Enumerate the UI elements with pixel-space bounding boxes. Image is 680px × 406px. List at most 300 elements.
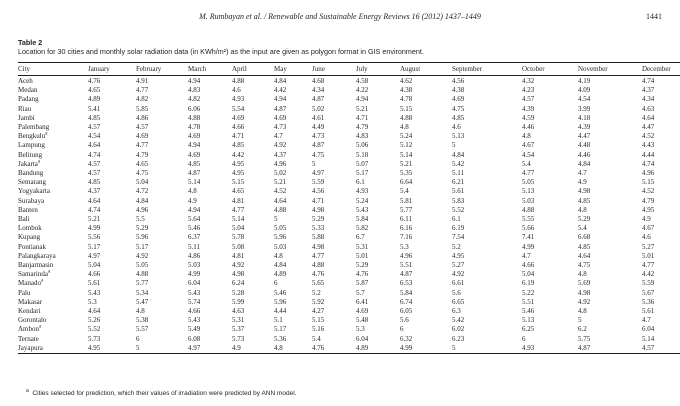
city-cell <box>18 224 88 233</box>
city-cell <box>18 270 88 279</box>
table-body <box>18 76 680 354</box>
column-header: July <box>356 63 400 76</box>
column-header: January <box>88 63 136 76</box>
city-cell <box>18 233 88 242</box>
table-row <box>18 132 680 141</box>
value-cell: 4.98 <box>578 288 591 297</box>
value-cell: 4.7 <box>642 316 651 325</box>
column-header: November <box>578 63 642 76</box>
value-cell: 6.04 <box>356 334 369 343</box>
value-cell: 4.87 <box>188 169 201 178</box>
value-cell: 4.84 <box>274 261 287 270</box>
value-cell: 6.64 <box>400 178 413 187</box>
value-cell: 4.74 <box>88 150 101 159</box>
value-cell: 5.12 <box>400 141 413 150</box>
footnote-mark: a <box>26 387 29 394</box>
value-cell: 6.02 <box>452 325 465 334</box>
city-name: Lampung <box>18 141 45 150</box>
value-cell: 4.38 <box>400 86 413 95</box>
value-cell: 4.94 <box>188 77 201 85</box>
value-cell: 6.1 <box>452 215 461 224</box>
city-cell <box>18 123 88 132</box>
value-cell: 6.04 <box>642 325 655 334</box>
value-cell: 5.36 <box>642 297 655 306</box>
value-cell: 5.75 <box>578 334 591 343</box>
table-row <box>18 316 680 325</box>
value-cell: 5.38 <box>136 316 149 325</box>
city-name: Bali <box>18 215 30 224</box>
value-cell: 5.21 <box>274 178 287 187</box>
value-cell: 4.75 <box>312 150 325 159</box>
value-cell: 4.72 <box>136 187 149 196</box>
value-cell: 5.17 <box>88 242 101 251</box>
value-cell: 6.68 <box>578 233 591 242</box>
value-cell: 4.23 <box>522 86 535 95</box>
value-cell: 4.59 <box>522 113 535 122</box>
value-cell: 5.15 <box>232 178 245 187</box>
city-cell <box>18 335 88 344</box>
value-cell: 4.76 <box>356 270 369 279</box>
value-cell: 4.87 <box>312 95 325 104</box>
value-cell: 4.92 <box>136 251 149 260</box>
value-cell: 4.95 <box>232 159 245 168</box>
value-cell: 5.43 <box>188 316 201 325</box>
value-cell: 4.74 <box>642 77 655 85</box>
value-cell: 6 <box>136 334 140 343</box>
value-cell: 5.24 <box>356 196 369 205</box>
value-cell: 5.43 <box>88 288 101 297</box>
value-cell: 5.88 <box>312 233 325 242</box>
value-cell: 5.83 <box>452 196 465 205</box>
city-name: Lombok <box>18 224 42 233</box>
value-cell: 6.1 <box>356 178 365 187</box>
value-cell: 4.7 <box>522 251 531 260</box>
city-name: Kupang <box>18 233 41 242</box>
value-cell: 4.76 <box>312 344 356 354</box>
value-cell: 4.95 <box>642 205 655 214</box>
value-cell: 4.39 <box>578 123 591 132</box>
value-cell: 4.88 <box>312 261 325 270</box>
value-cell: 5.26 <box>88 316 101 325</box>
value-cell: 4.62 <box>400 77 413 85</box>
city-name: Padang <box>18 95 39 104</box>
city-name: Riau <box>18 104 32 113</box>
value-cell: 5.48 <box>356 316 369 325</box>
column-header: June <box>312 63 356 76</box>
value-cell: 5.33 <box>312 224 325 233</box>
value-cell: 4.57 <box>642 344 680 354</box>
value-cell: 4.95 <box>88 344 136 354</box>
value-cell: 4.84 <box>136 196 149 205</box>
value-cell: 4.7 <box>578 169 587 178</box>
value-cell: 4.78 <box>188 123 201 132</box>
value-cell: 5.3 <box>88 297 97 306</box>
footnote-mark: a <box>47 270 51 275</box>
value-cell: 5 <box>452 141 456 150</box>
value-cell: 4.92 <box>452 270 465 279</box>
value-cell: 5.21 <box>88 215 101 224</box>
footnote-mark: a <box>40 279 44 285</box>
value-cell: 4.71 <box>232 132 245 141</box>
value-cell: 4.18 <box>578 113 591 122</box>
city-cell <box>18 197 88 206</box>
value-cell: 5.18 <box>356 150 369 159</box>
value-cell: 7.41 <box>522 233 535 242</box>
value-cell: 4.93 <box>232 95 245 104</box>
value-cell: 5.4 <box>578 224 587 233</box>
value-cell: 4.58 <box>356 77 369 85</box>
value-cell: 4.85 <box>578 242 591 251</box>
value-cell: 5.67 <box>642 288 655 297</box>
value-cell: 4.54 <box>88 132 101 141</box>
value-cell: 4.44 <box>642 150 655 159</box>
value-cell: 5.4 <box>312 334 321 343</box>
city-cell <box>18 105 88 114</box>
value-cell: 4.37 <box>274 150 287 159</box>
value-cell: 5.22 <box>522 288 535 297</box>
city-cell <box>18 187 88 196</box>
value-cell: 4.77 <box>522 169 535 178</box>
value-cell: 5.4 <box>400 187 409 196</box>
value-cell: 4.73 <box>312 132 325 141</box>
value-cell: 4.79 <box>136 150 149 159</box>
value-cell: 4.79 <box>356 123 369 132</box>
value-cell: 4.69 <box>188 150 201 159</box>
value-cell: 4.84 <box>578 159 591 168</box>
table-row <box>18 206 680 215</box>
value-cell: 6.25 <box>522 325 535 334</box>
table-row <box>18 169 680 178</box>
column-header: May <box>274 63 312 76</box>
value-cell: 4.77 <box>312 251 325 260</box>
value-cell: 5.55 <box>522 215 535 224</box>
value-cell: 6.04 <box>188 279 201 288</box>
value-cell: 5.04 <box>232 224 245 233</box>
value-cell: 4.42 <box>274 86 287 95</box>
value-cell: 5.08 <box>232 242 245 251</box>
value-cell: 4.09 <box>578 86 591 95</box>
column-header: February <box>136 63 188 76</box>
value-cell: 4.76 <box>88 77 101 85</box>
value-cell: 4.8 <box>136 307 145 316</box>
value-cell: 5.92 <box>312 297 325 306</box>
value-cell: 4.99 <box>522 242 535 251</box>
city-cell <box>18 114 88 123</box>
table-row <box>18 76 680 87</box>
value-cell: 4.85 <box>188 159 201 168</box>
city-cell <box>18 325 88 334</box>
table-caption-text: Location for 30 cities and monthly solar radiation data (in KWh/m²) as the input are given as polygon format in GIS environment. <box>18 47 424 56</box>
table-row <box>18 187 680 196</box>
value-cell: 5.01 <box>356 251 369 260</box>
column-header: September <box>452 63 522 76</box>
table-row <box>18 307 680 316</box>
value-cell: 4.87 <box>578 344 642 354</box>
footnote-mark: a <box>45 132 48 137</box>
solar-radiation-table <box>18 62 680 354</box>
city-name: Samarinda <box>18 270 48 279</box>
city-cell <box>18 279 88 288</box>
value-cell: 4.88 <box>232 77 245 85</box>
page-number: 1441 <box>646 12 662 21</box>
value-cell: 5.54 <box>232 104 245 113</box>
value-cell: 5.13 <box>452 132 465 141</box>
value-cell: 5.78 <box>232 233 245 242</box>
value-cell: 4.39 <box>522 104 535 113</box>
value-cell: 5.03 <box>274 242 287 251</box>
value-cell: 5.47 <box>136 297 149 306</box>
value-cell: 4.84 <box>274 77 287 85</box>
value-cell: 4.77 <box>642 261 655 270</box>
value-cell: 5.64 <box>188 215 201 224</box>
value-cell: 5.59 <box>642 279 655 288</box>
value-cell: 4.94 <box>356 95 369 104</box>
table-row <box>18 123 680 132</box>
value-cell: 4.32 <box>522 77 535 85</box>
table-label: Table 2 <box>18 38 43 47</box>
city-cell <box>18 316 88 325</box>
city-name: Bandung <box>18 169 44 178</box>
city-name: Bengkulu <box>18 132 46 141</box>
column-header: October <box>522 63 578 76</box>
city-name: Palu <box>18 288 31 297</box>
city-name: Surabaya <box>18 196 45 205</box>
value-cell: 5.61 <box>452 187 465 196</box>
value-cell: 5.15 <box>312 316 325 325</box>
value-cell: 4.82 <box>136 95 149 104</box>
table-row <box>18 279 680 288</box>
city-cell <box>18 169 88 178</box>
value-cell: 5.4 <box>522 159 531 168</box>
value-cell: 5.85 <box>136 104 149 113</box>
value-cell: 4.88 <box>400 113 413 122</box>
city-cell <box>18 289 88 298</box>
value-cell: 4.89 <box>88 95 101 104</box>
value-cell: 4.75 <box>136 169 149 178</box>
value-cell: 6.7 <box>356 233 365 242</box>
value-cell: 6.32 <box>400 334 413 343</box>
column-header: August <box>400 63 452 76</box>
value-cell: 5.07 <box>356 159 369 168</box>
value-cell: 5.61 <box>642 307 655 316</box>
value-cell: 5.13 <box>522 187 535 196</box>
value-cell: 5.29 <box>356 261 369 270</box>
value-cell: 4.8 <box>578 270 587 279</box>
table-row <box>18 160 680 169</box>
value-cell: 5.59 <box>312 178 325 187</box>
city-name: Kendari <box>18 307 41 316</box>
value-cell: 5.14 <box>232 215 245 224</box>
value-cell: 6.24 <box>232 279 245 288</box>
value-cell: 6.19 <box>522 279 535 288</box>
city-cell <box>18 298 88 307</box>
value-cell: 4.83 <box>356 132 369 141</box>
value-cell: 4.94 <box>188 141 201 150</box>
value-cell: 7.54 <box>452 233 465 242</box>
value-cell: 4.6 <box>452 123 461 132</box>
value-cell: 4.71 <box>312 196 325 205</box>
value-cell: 4.74 <box>88 205 101 214</box>
value-cell: 4.48 <box>578 141 591 150</box>
value-cell: 4.52 <box>274 187 287 196</box>
value-cell: 5.06 <box>356 141 369 150</box>
value-cell: 4.69 <box>356 307 369 316</box>
value-cell: 4.54 <box>578 95 591 104</box>
table-row <box>18 114 680 123</box>
city-cell <box>18 151 88 160</box>
value-cell: 4.57 <box>88 123 101 132</box>
value-cell: 4.99 <box>400 344 452 354</box>
value-cell: 4.65 <box>136 159 149 168</box>
value-cell: 5.82 <box>356 224 369 233</box>
city-name: Jakarta <box>18 159 38 168</box>
value-cell: 4.67 <box>642 224 655 233</box>
value-cell: 4.77 <box>232 205 245 214</box>
value-cell: 4.74 <box>642 159 655 168</box>
value-cell: 4.19 <box>578 77 591 85</box>
value-cell: 5.14 <box>642 334 655 343</box>
value-cell: 4.34 <box>642 95 655 104</box>
value-cell: 4.87 <box>274 104 287 113</box>
journal-citation: M. Rumbayan et al. / Renewable and Sustainable Energy Reviews 16 (2012) 1437–1449 <box>199 12 481 21</box>
value-cell: 4.43 <box>642 141 655 150</box>
value-cell: 5.51 <box>400 261 413 270</box>
city-name: Jambi <box>18 113 35 122</box>
value-cell: 4.93 <box>356 187 369 196</box>
value-cell: 5.6 <box>452 288 461 297</box>
value-cell: 5.41 <box>88 104 101 113</box>
value-cell: 4.64 <box>274 196 287 205</box>
value-cell: 4.64 <box>578 251 591 260</box>
value-cell: 6.19 <box>452 224 465 233</box>
value-cell: 4.9 <box>232 344 274 354</box>
value-cell: 4.68 <box>312 77 325 85</box>
value-cell: 7.16 <box>400 233 413 242</box>
value-cell: 5.29 <box>578 215 591 224</box>
value-cell: 4.37 <box>88 187 101 196</box>
value-cell: 4.97 <box>188 344 232 354</box>
table-row <box>18 252 680 261</box>
value-cell: 4.63 <box>642 104 655 113</box>
value-cell: 5.03 <box>522 196 535 205</box>
value-cell: 4.8 <box>274 344 312 354</box>
value-cell: 4.47 <box>578 132 591 141</box>
value-cell: 4.88 <box>522 205 535 214</box>
city-name: Makasar <box>18 297 43 306</box>
city-name: Yogyakarta <box>18 187 50 196</box>
value-cell: 5.96 <box>274 233 287 242</box>
value-cell: 4.66 <box>522 261 535 270</box>
value-cell: 4.54 <box>522 150 535 159</box>
value-cell: 4.95 <box>232 169 245 178</box>
value-cell: 6 <box>274 279 278 288</box>
running-header <box>0 12 680 24</box>
value-cell: 4.34 <box>312 86 325 95</box>
value-cell: 4.76 <box>312 270 325 279</box>
value-cell: 4.6 <box>232 86 241 95</box>
column-header: March <box>188 63 232 76</box>
value-cell: 4.69 <box>188 132 201 141</box>
value-cell: 5.16 <box>312 325 325 334</box>
value-cell: 4.88 <box>136 270 149 279</box>
value-cell: 4.81 <box>232 251 245 260</box>
value-cell: 4.91 <box>136 77 149 85</box>
value-cell: 4.97 <box>312 169 325 178</box>
value-cell: 6.2 <box>578 325 587 334</box>
value-cell: 4.85 <box>232 141 245 150</box>
city-name: Ambon <box>18 325 39 334</box>
value-cell: 6.3 <box>452 307 461 316</box>
value-cell: 4.94 <box>274 95 287 104</box>
value-cell: 6.05 <box>400 307 413 316</box>
table-row <box>18 243 680 252</box>
table-row <box>18 178 680 187</box>
value-cell: 5.21 <box>400 159 413 168</box>
value-cell: 5.3 <box>400 242 409 251</box>
value-cell: 4.9 <box>642 215 651 224</box>
value-cell: 5.43 <box>188 288 201 297</box>
value-cell: 5.03 <box>188 261 201 270</box>
value-cell: 6.06 <box>188 104 201 113</box>
value-cell: 5.43 <box>356 205 369 214</box>
value-cell: 4.73 <box>274 123 287 132</box>
value-cell: 4.96 <box>136 205 149 214</box>
value-cell: 4.57 <box>522 95 535 104</box>
value-cell: 5.5 <box>136 215 145 224</box>
value-cell: 4.66 <box>188 307 201 316</box>
value-cell: 5.14 <box>188 178 201 187</box>
value-cell: 5.2 <box>312 288 321 297</box>
value-cell: 4.66 <box>88 270 101 279</box>
value-cell: 5.57 <box>136 325 149 334</box>
value-cell: 4.87 <box>312 141 325 150</box>
value-cell: 5.46 <box>274 288 287 297</box>
city-cell <box>18 252 88 261</box>
value-cell: 4.92 <box>578 297 591 306</box>
value-cell: 4.71 <box>356 113 369 122</box>
city-name: Manado <box>18 279 41 288</box>
value-cell: 4.96 <box>274 159 287 168</box>
value-cell: 5.05 <box>274 224 287 233</box>
city-cell <box>18 86 88 95</box>
value-cell: 5.61 <box>88 279 101 288</box>
value-cell: 5.02 <box>312 104 325 113</box>
value-cell: 6 <box>522 334 526 343</box>
table-row <box>18 335 680 344</box>
value-cell: 4.98 <box>232 270 245 279</box>
value-cell: 4.52 <box>642 132 655 141</box>
value-cell: 4.85 <box>88 113 101 122</box>
city-name: Gorontalo <box>18 316 47 325</box>
city-cell <box>18 132 88 141</box>
value-cell: 4.98 <box>578 187 591 196</box>
value-cell: 5 <box>312 159 316 168</box>
value-cell: 4.57 <box>88 169 101 178</box>
value-cell: 4.88 <box>188 113 201 122</box>
table-header-row <box>18 63 680 76</box>
value-cell: 5.73 <box>232 334 245 343</box>
value-cell: 5.34 <box>136 288 149 297</box>
footnote-mark: a <box>39 325 42 331</box>
value-cell: 5.56 <box>88 233 101 242</box>
value-cell: 6.21 <box>452 178 465 187</box>
value-cell: 4.69 <box>274 113 287 122</box>
value-cell: 5.11 <box>188 242 200 251</box>
value-cell: 4.8 <box>522 132 531 141</box>
value-cell: 4.52 <box>642 187 655 196</box>
city-cell <box>18 160 88 169</box>
value-cell: 5 <box>274 215 278 224</box>
